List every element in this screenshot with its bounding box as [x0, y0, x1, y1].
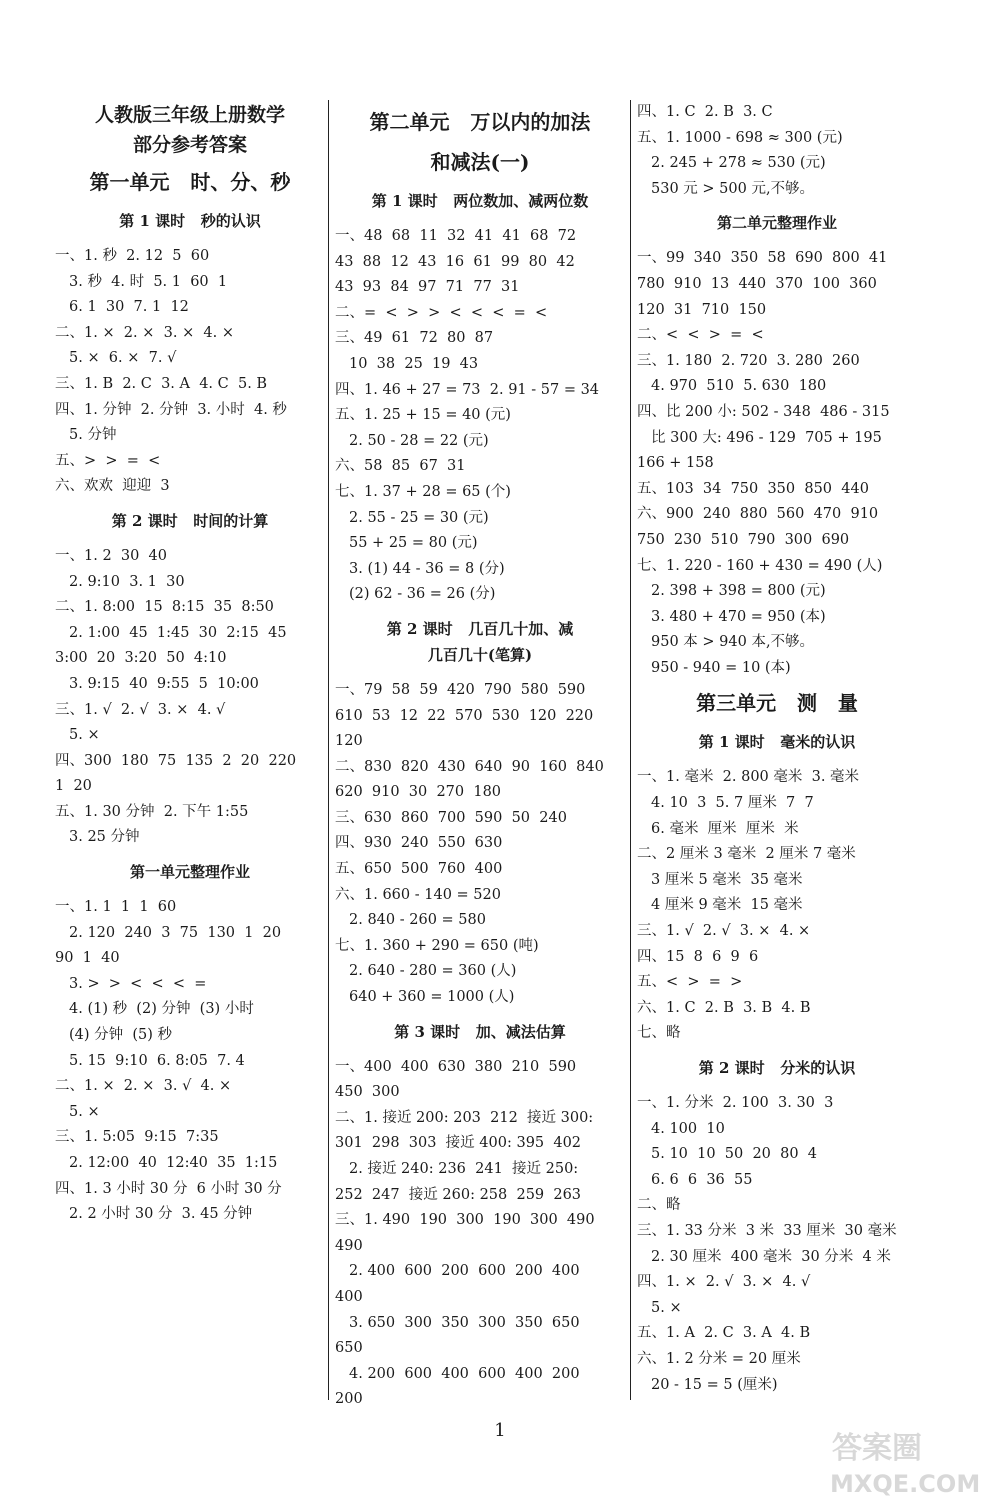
- answer-line: 六、1. 660 - 140 = 520: [335, 886, 501, 903]
- answer-line: 950 - 940 = 10 (本): [651, 659, 791, 676]
- answer-line: 五、< > = >: [637, 974, 743, 991]
- answer-line: 43 93 84 97 71 77 31: [335, 279, 520, 296]
- answer-line: 三、1. √ 2. √ 3. × 4. √: [55, 701, 226, 718]
- answer-line: 55 + 25 = 80 (元): [349, 535, 478, 552]
- watermark-title: 答案圈: [832, 1431, 922, 1466]
- answer-line: 五、1. 30 分钟 2. 下午 1:55: [55, 803, 249, 820]
- column-1: [55, 100, 325, 1228]
- answer-line: 2. 12:00 40 12:40 35 1:15: [69, 1155, 278, 1171]
- lesson-heading: 第 3 课时 加、减法估算: [394, 1022, 566, 1041]
- answer-line: 5. ×: [651, 1299, 682, 1316]
- answer-line: 5. ×: [69, 1103, 100, 1120]
- answer-line: (2) 62 - 36 = 26 (分): [349, 586, 496, 603]
- answer-line: 六、1. C 2. B 3. B 4. B: [637, 999, 811, 1016]
- answer-line: 950 本 > 940 本,不够。: [651, 634, 815, 651]
- answer-line: 七、1. 220 - 160 + 430 = 490 (人): [637, 557, 883, 574]
- answer-line: 3. 25 分钟: [69, 829, 140, 846]
- answer-line: 二、1. × 2. × 3. × 4. ×: [55, 324, 235, 341]
- answer-line: 166 + 158: [637, 455, 714, 472]
- answer-line: 三、1. 490 190 300 190 300 490: [335, 1212, 595, 1229]
- answer-line: 3:00 20 3:20 50 4:10: [55, 650, 227, 667]
- answer-line: 5. 10 10 50 20 80 4: [651, 1146, 818, 1163]
- answer-line: 620 910 30 270 180: [335, 784, 502, 801]
- answer-line: 二、1. × 2. × 3. √ 4. ×: [55, 1078, 232, 1095]
- answer-line: 七、略: [637, 1025, 681, 1042]
- unit-heading: 第二单元 万以内的加法: [369, 110, 591, 134]
- answer-line: 200: [335, 1391, 363, 1408]
- answer-line: 三、1. 5:05 9:15 7:35: [55, 1129, 219, 1146]
- answer-line: 20 - 15 = 5 (厘米): [651, 1376, 778, 1393]
- answer-line: 三、1. 33 分米 3 米 33 厘米 30 毫米: [637, 1222, 897, 1239]
- answer-line: 610 53 12 22 570 530 120 220: [335, 707, 594, 724]
- answer-line: 6. 毫米 厘米 厘米 米: [651, 820, 799, 837]
- answer-line: 4. 200 600 400 600 400 200: [349, 1365, 580, 1382]
- answer-line: 252 247 接近 260: 258 259 263: [335, 1186, 582, 1203]
- answer-line: 10 38 25 19 43: [349, 355, 479, 372]
- answer-line: 一、1. 毫米 2. 800 毫米 3. 毫米: [637, 769, 860, 786]
- answer-line: 一、79 58 59 420 790 580 590: [335, 681, 586, 698]
- lesson-heading: 第一单元整理作业: [129, 863, 250, 882]
- answer-line: (4) 分钟 (5) 秒: [69, 1027, 173, 1044]
- answer-line: 2. 接近 240: 236 241 接近 250:: [349, 1161, 579, 1177]
- answer-line: 120 31 710 150: [637, 301, 767, 318]
- answer-line: 二、= < > > < < < = <: [335, 304, 548, 321]
- answer-line: 七、1. 360 + 290 = 650 (吨): [335, 937, 539, 954]
- answer-line: 6. 1 30 7. 1 12: [69, 299, 189, 316]
- answer-line: 2. 30 厘米 400 毫米 30 分米 4 米: [651, 1248, 891, 1265]
- unit-heading: 第三单元 测 量: [696, 691, 858, 716]
- answer-line: 3. > > < < < =: [69, 975, 207, 992]
- answer-line: 三、49 61 72 80 87: [335, 330, 494, 347]
- answer-line: 一、1. 分米 2. 100 3. 30 3: [637, 1095, 834, 1111]
- answer-line: 七、1. 37 + 28 = 65 (个): [335, 483, 511, 500]
- answer-line: 五、1. 1000 - 698 ≈ 300 (元): [637, 129, 843, 146]
- lesson-heading: 第 2 课时 几百几十加、减 几百几十(笔算): [386, 619, 574, 664]
- answer-line: 六、900 240 880 560 470 910: [637, 506, 879, 523]
- answer-line: 四、300 180 75 135 2 20 220: [55, 752, 297, 769]
- answer-line: 五、1. 25 + 15 = 40 (元): [335, 407, 511, 424]
- answer-line: 3. 秒 4. 时 5. 1 60 1: [69, 273, 228, 290]
- lesson-heading: 第 2 课时 时间的计算: [111, 511, 269, 530]
- answer-line: 一、1. 秒 2. 12 5 60: [55, 248, 210, 264]
- answer-line: 一、48 68 11 32 41 41 68 72: [335, 228, 577, 244]
- answer-line: 一、1. 1 1 1 60: [55, 899, 177, 916]
- answer-line: 120: [335, 733, 363, 750]
- lesson-heading: 第 1 课时 秒的认识: [119, 212, 261, 230]
- answer-line: 二、1. 接近 200: 203 212 接近 300:: [335, 1109, 594, 1126]
- unit-heading: 第一单元 时、分、秒: [89, 170, 291, 194]
- answer-line: 4. 970 510 5. 630 180: [651, 378, 827, 395]
- column-3: [637, 100, 917, 1398]
- answer-line: 780 910 13 440 370 100 360: [637, 275, 877, 292]
- answer-line: 5. × 6. × 7. √: [69, 350, 177, 367]
- answer-line: 四、930 240 550 630: [335, 835, 503, 852]
- answer-line: 1 20: [55, 778, 92, 795]
- watermark-url: MXQE.COM: [830, 1470, 981, 1498]
- column-divider: [630, 100, 631, 1400]
- answer-line: 四、1. 46 + 27 = 73 2. 91 - 57 = 34: [335, 381, 600, 398]
- answer-line: 5. 15 9:10 6. 8:05 7. 4: [69, 1052, 245, 1069]
- column-divider: [328, 100, 329, 1400]
- answer-line: 二、< < > = <: [637, 327, 764, 344]
- answer-line: 3. 480 + 470 = 950 (本): [651, 608, 826, 625]
- lesson-heading: 第 2 课时 分米的认识: [698, 1059, 856, 1077]
- answer-line: 三、630 860 700 590 50 240: [335, 809, 567, 826]
- answer-line: 2. 50 - 28 = 22 (元): [349, 432, 489, 449]
- watermark-logo: [822, 1420, 992, 1500]
- answer-line: 四、1. C 2. B 3. C: [637, 104, 773, 120]
- answer-line: 2. 840 - 260 = 580: [349, 912, 486, 929]
- answer-line: 750 230 510 790 300 690: [637, 531, 850, 548]
- answer-line: 2. 55 - 25 = 30 (元): [349, 509, 489, 526]
- answer-line: 三、1. √ 2. √ 3. × 4. ×: [637, 923, 811, 940]
- lesson-heading: 第 1 课时 两位数加、减两位数: [371, 192, 589, 210]
- lesson-heading: 第二单元整理作业: [716, 214, 837, 233]
- answer-line: 650: [335, 1340, 363, 1357]
- answer-line: 五、103 34 750 350 850 440: [637, 480, 869, 497]
- answer-line: 四、1. 分钟 2. 分钟 3. 小时 4. 秒: [55, 401, 287, 418]
- answer-line: 二、略: [637, 1197, 681, 1214]
- answer-line: 530 元 > 500 元,不够。: [651, 180, 815, 197]
- lesson-heading: 第 1 课时 毫米的认识: [698, 733, 856, 752]
- answer-line: 3 厘米 5 毫米 35 毫米: [651, 871, 803, 888]
- answer-line: 5. ×: [69, 727, 100, 744]
- answer-line: 四、15 8 6 9 6: [637, 948, 759, 965]
- answer-line: 2. 9:10 3. 1 30: [69, 573, 185, 590]
- answer-line: 4. 10 3 5. 7 厘米 7 7: [651, 795, 814, 812]
- unit-heading: 和减法(一): [430, 150, 530, 174]
- answer-line: 2. 2 小时 30 分 3. 45 分钟: [69, 1206, 253, 1223]
- answer-line: 2. 245 + 278 ≈ 530 (元): [651, 155, 826, 172]
- answer-line: 450 300: [335, 1084, 400, 1101]
- answer-line: 2. 120 240 3 75 130 1 20: [69, 924, 282, 941]
- answer-line: 3. 650 300 350 300 350 650: [349, 1314, 580, 1331]
- answer-line: 四、1. × 2. √ 3. × 4. √: [637, 1274, 811, 1291]
- answer-line: 二、2 厘米 3 毫米 2 厘米 7 毫米: [637, 846, 856, 863]
- answer-line: 490: [335, 1237, 363, 1254]
- answer-line: 43 88 12 43 16 61 99 80 42: [335, 253, 575, 270]
- answer-line: 4. 100 10: [651, 1120, 725, 1137]
- answer-line: 2. 398 + 398 = 800 (元): [651, 583, 826, 600]
- page-number: 1: [494, 1420, 506, 1441]
- answer-line: 六、1. 2 分米 = 20 厘米: [637, 1350, 801, 1367]
- answer-line: 五、> > = <: [55, 452, 161, 469]
- answer-line: 五、1. A 2. C 3. A 4. B: [637, 1325, 811, 1342]
- answer-line: 4 厘米 9 毫米 15 毫米: [651, 897, 803, 914]
- answer-line: 二、830 820 430 640 90 160 840: [335, 758, 604, 775]
- answer-line: 三、1. B 2. C 3. A 4. C 5. B: [55, 375, 268, 392]
- answer-line: 90 1 40: [55, 950, 120, 967]
- answer-line: 二、1. 8:00 15 8:15 35 8:50: [55, 599, 274, 616]
- answer-line: 比 300 大: 496 - 129 705 + 195: [651, 429, 882, 446]
- page-title: 人教版三年级上册数学: [94, 104, 285, 126]
- answer-line: 一、400 400 630 380 210 590: [335, 1058, 577, 1075]
- answer-line: 三、1. 180 2. 720 3. 280 260: [637, 352, 860, 369]
- answer-line: 4. (1) 秒 (2) 分钟 (3) 小时: [69, 1001, 254, 1018]
- answer-line: 5. 分钟: [69, 427, 117, 444]
- answer-line: 六、58 85 67 31: [335, 458, 466, 475]
- answer-line: 2. 400 600 200 600 200 400: [349, 1263, 580, 1280]
- answer-line: 2. 640 - 280 = 360 (人): [349, 963, 517, 980]
- answer-line: 640 + 360 = 1000 (人): [349, 989, 515, 1006]
- answer-line: 301 298 303 接近 400: 395 402: [335, 1135, 582, 1152]
- answer-line: 五、650 500 760 400: [335, 861, 503, 878]
- answer-line: 3. (1) 44 - 36 = 8 (分): [349, 560, 505, 577]
- answer-line: 400: [335, 1288, 363, 1305]
- answer-line: 一、99 340 350 58 690 800 41: [637, 250, 888, 267]
- answer-line: 2. 1:00 45 1:45 30 2:15 45: [69, 624, 287, 641]
- column-2: [335, 100, 625, 1413]
- answer-line: 一、1. 2 30 40: [55, 547, 168, 564]
- answer-line: 四、比 200 小: 502 - 348 486 - 315: [637, 403, 890, 420]
- page-title: 部分参考答案: [132, 134, 247, 156]
- answer-line: 六、欢欢 迎迎 3: [55, 478, 170, 495]
- answer-line: 四、1. 3 小时 30 分 6 小时 30 分: [55, 1180, 282, 1197]
- answer-line: 6. 6 6 36 55: [651, 1171, 753, 1188]
- answer-line: 3. 9:15 40 9:55 5 10:00: [69, 675, 259, 692]
